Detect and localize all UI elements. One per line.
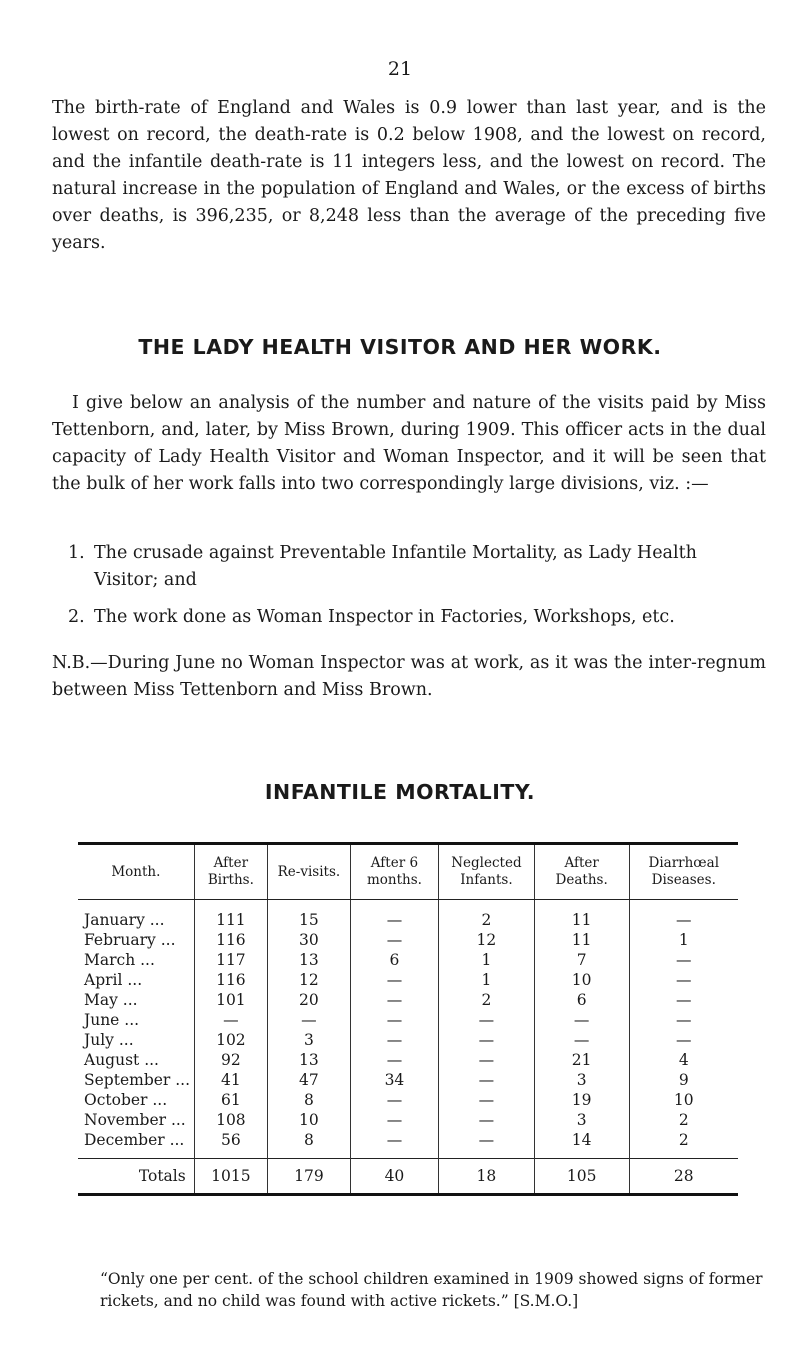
table-cell: 30	[268, 930, 351, 950]
rickets-quote: “Only one per cent. of the school children examined in 1909 showed signs of former rickets, and no child was found with active rickets.” [S.M.O.]	[100, 1270, 763, 1310]
division-number: 2.	[68, 607, 85, 627]
table-cell: 12	[439, 930, 535, 950]
table-cell: 3	[534, 1070, 629, 1090]
table-cell: 111	[194, 900, 267, 931]
column-header: Re-visits.	[268, 844, 351, 900]
table-cell: —	[350, 900, 438, 931]
month-cell: March ...	[78, 950, 194, 970]
table-cell: 10	[534, 970, 629, 990]
table-cell: —	[439, 1050, 535, 1070]
month-cell: August ...	[78, 1050, 194, 1070]
table-cell: 116	[194, 930, 267, 950]
division-item-2	[52, 604, 766, 631]
table-cell: —	[350, 1110, 438, 1130]
table-cell: —	[676, 1011, 692, 1029]
table-cell: —	[439, 1030, 535, 1050]
table-cell: 34	[350, 1070, 438, 1090]
column-header: Month.	[78, 844, 194, 900]
table-cell: 15	[268, 900, 351, 931]
table-cell: 13	[268, 950, 351, 970]
totals-label: Totals	[78, 1159, 194, 1195]
table-cell: —	[676, 911, 692, 929]
month-cell: February ...	[78, 930, 194, 950]
table-cell: 14	[534, 1130, 629, 1159]
month-cell: November ...	[78, 1110, 194, 1130]
table-cell: —	[350, 1090, 438, 1110]
table-cell: —	[439, 1010, 535, 1030]
table-cell: 10	[268, 1110, 351, 1130]
month-cell: January ...	[78, 900, 194, 931]
table-cell: —	[350, 1030, 438, 1050]
table-cell: 61	[194, 1090, 267, 1110]
table-row	[78, 1030, 738, 1050]
table-row	[78, 950, 738, 970]
table-cell: —	[350, 930, 438, 950]
column-header: After Births.	[194, 844, 267, 900]
table-cell: 47	[268, 1070, 351, 1090]
table-cell: —	[676, 991, 692, 1009]
division-item-1	[52, 540, 766, 594]
table-cell: —	[676, 1031, 692, 1049]
table-cell: —	[350, 970, 438, 990]
table-cell: —	[194, 1010, 267, 1030]
totals-cell: 105	[534, 1159, 629, 1195]
table-cell: —	[676, 971, 692, 989]
table-cell: —	[439, 1130, 535, 1159]
table-cell: 4	[678, 1051, 689, 1069]
totals-cell: 18	[439, 1159, 535, 1195]
intro-paragraph: The birth-rate of England and Wales is 0.9 lower than last year, and is the lowest on record, the death-rate is 0.2 below 1908, and the lowest on record, and the infantile death-rate is 11 integers less, and the lowest on record. The natural increase in the population of England and Wales, or the excess of births over deaths, is 396,235, or 8,248 less than the average of the preceding five years.	[52, 98, 766, 253]
table-row	[78, 1010, 738, 1030]
table-cell: 116	[194, 970, 267, 990]
table-row	[78, 1050, 738, 1070]
infantile-mortality-table	[78, 842, 738, 1196]
table-cell: 92	[194, 1050, 267, 1070]
totals-cell: 1015	[194, 1159, 267, 1195]
table-cell: 6	[534, 990, 629, 1010]
month-cell: September ...	[78, 1070, 194, 1090]
table-cell: 11	[534, 930, 629, 950]
month-cell: June ...	[78, 1010, 194, 1030]
table-row	[78, 970, 738, 990]
table-cell: 11	[534, 900, 629, 931]
division-text: The crusade against Preventable Infantile Mortality, as Lady Health Visitor; and	[94, 543, 697, 590]
section-heading: THE LADY HEALTH VISITOR AND HER WORK.	[138, 335, 662, 359]
page-number: 21	[387, 58, 413, 80]
table-cell: —	[439, 1090, 535, 1110]
totals-row	[78, 1159, 738, 1195]
month-cell: July ...	[78, 1030, 194, 1050]
table-cell: —	[439, 1070, 535, 1090]
table-cell: —	[350, 990, 438, 1010]
table-cell: 41	[194, 1070, 267, 1090]
table-cell: 2	[439, 990, 535, 1010]
table-row	[78, 1070, 738, 1090]
table-cell: 3	[534, 1110, 629, 1130]
table-cell: —	[350, 1130, 438, 1159]
column-header: Neglected Infants.	[439, 844, 535, 900]
table-cell: 108	[194, 1110, 267, 1130]
column-header: After Deaths.	[534, 844, 629, 900]
table-cell: 8	[268, 1130, 351, 1159]
totals-cell: 40	[350, 1159, 438, 1195]
table-cell: 1	[439, 970, 535, 990]
table-cell: 1	[678, 931, 689, 949]
table-row	[78, 1130, 738, 1159]
table-cell: 101	[194, 990, 267, 1010]
table-cell: 6	[350, 950, 438, 970]
table-row	[78, 900, 738, 931]
table-cell: 3	[268, 1030, 351, 1050]
table-cell: 2	[678, 1111, 689, 1129]
table-cell: —	[676, 951, 692, 969]
division-text: The work done as Woman Inspector in Factories, Workshops, etc.	[94, 607, 675, 627]
table-cell: 7	[534, 950, 629, 970]
table-cell: —	[350, 1010, 438, 1030]
table-row	[78, 1090, 738, 1110]
table-heading: INFANTILE MORTALITY.	[264, 780, 536, 804]
table-cell: 12	[268, 970, 351, 990]
totals-cell: 28	[629, 1159, 738, 1195]
table-cell: 10	[673, 1091, 694, 1109]
table-header-row	[78, 844, 738, 900]
table-cell: —	[534, 1010, 629, 1030]
table-cell: 19	[534, 1090, 629, 1110]
table-row	[78, 1110, 738, 1130]
table-cell: —	[350, 1050, 438, 1070]
table-cell: 9	[678, 1071, 689, 1089]
totals-cell: 179	[268, 1159, 351, 1195]
column-header: Diarrhœal Diseases.	[629, 844, 738, 900]
table-cell: —	[534, 1030, 629, 1050]
table-cell: 13	[268, 1050, 351, 1070]
table-cell: —	[268, 1010, 351, 1030]
table-row	[78, 990, 738, 1010]
table-cell: 102	[194, 1030, 267, 1050]
month-cell: December ...	[78, 1130, 194, 1159]
division-number: 1.	[68, 543, 85, 563]
nb-note: N.B.—During June no Woman Inspector was at work, as it was the inter-regnum between Miss Tettenborn and Miss Brown.	[52, 653, 766, 700]
month-cell: May ...	[78, 990, 194, 1010]
column-header: After 6 months.	[350, 844, 438, 900]
table-row	[78, 930, 738, 950]
table-cell: 117	[194, 950, 267, 970]
table-cell: 21	[534, 1050, 629, 1070]
table-cell: 56	[194, 1130, 267, 1159]
table-cell: 8	[268, 1090, 351, 1110]
month-cell: October ...	[78, 1090, 194, 1110]
month-cell: April ...	[78, 970, 194, 990]
table-cell: 2	[678, 1131, 689, 1149]
table-cell: 2	[439, 900, 535, 931]
table-cell: 1	[439, 950, 535, 970]
table-cell: 20	[268, 990, 351, 1010]
section-paragraph: I give below an analysis of the number and nature of the visits paid by Miss Tettenborn, and, later, by Miss Brown, during 1909. This officer acts in the dual capacity of Lady Health Visitor and Woman Inspector, and it will be seen that the bulk of her work falls into two correspondingly large divisions, viz. :—	[52, 393, 766, 494]
table-cell: —	[439, 1110, 535, 1130]
